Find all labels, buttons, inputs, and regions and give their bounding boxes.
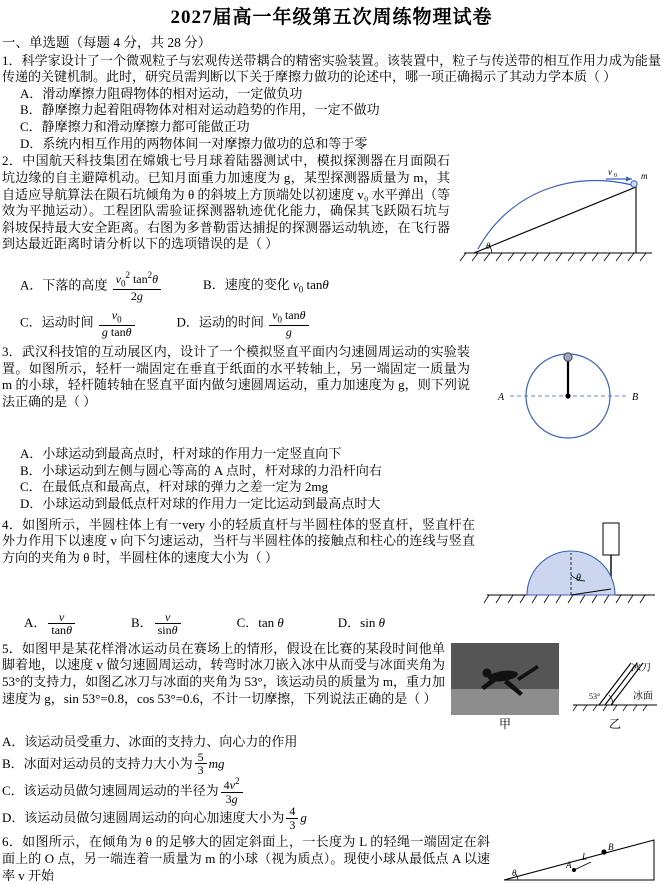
question-4-option-a: A． $\frac{v}{\tan\theta}$ [24,611,77,637]
question-3-option-d: D．小球运动到最低点杆对球的作用力一定比运动到最高点时大 [20,496,381,512]
svg-text:A: A [566,860,572,871]
question-3-option-a: A．小球运动到最高点时，杆对球的作用力一定竖直向下 [20,446,342,462]
svg-text:θ: θ [486,241,491,252]
inclined-plane-ball-diagram [496,836,661,882]
question-1 [0,53,663,153]
svg-text:冰刀: 冰刀 [631,662,651,674]
question-5-stem: 5．如图甲是某花样滑冰运动员在赛场上的情形，假设在比赛的某段时间他单脚着地，以速度 v 做匀速圆周运动，转弯时冰刀嵌入冰中从而受与冰面夹角为 53°的支持力，如图乙冰刀与冰面的夹角为 53°，该运动员的质量为 m，重力加速度为 g，sin 53°=0.8，cos 53°=0.6，不计一切摩擦，下列说法正确的是（ ） [2,640,446,706]
exam-paper-page [0,6,663,884]
question-5-option-c: C．该运动员做匀速圆周运动的半径为 $\frac{4v^2}{3g}$ [2,777,661,805]
question-1-option-c: C．静摩擦力和滑动摩擦力都可能做正功 [20,119,250,135]
question-1-option-b: B．静摩擦力起着阻碍物体对相对运动趋势的作用，一定不做功 [20,102,380,118]
question-1-option-a: A．滑动摩擦力阻碍物体的相对运动，一定做负功 [20,85,303,101]
question-3-option-b: B．小球运动到左侧与圆心等高的 A 点时，杆对球的力沿杆向右 [20,462,382,478]
question-3-options [2,446,661,513]
question-3-option-c: C．在最低点和最高点，杆对球的弹力之差一定为 2mg [20,479,329,495]
question-4-options [6,611,661,637]
question-4 [0,517,663,637]
svg-text:冰面: 冰面 [633,690,653,702]
question-1-stem: 1．科学家设计了一个微观粒子与宏观传送带耦合的精密实验装置。该装置中，粒子与传送带的相互作用力成为能量传递的关键机制。此时，研究员需判断以下关于摩擦力做功的论述中，哪一项正确揭示了其动力学本质（ ） [2,52,661,85]
question-2-figure [456,157,661,269]
question-4-option-b: B． $\frac{v}{\sin\theta}$ [131,611,183,637]
svg-text:B: B [608,842,614,853]
question-5-option-d: D．该运动员做匀速圆周运动的向心加速度大小为 $\frac{4}{3}$ g [2,804,307,832]
question-5-figures [451,643,661,732]
question-2-stem: 2．中国航天科技集团在嫦娥七号月球着陆器测试中，模拟探测器在月面陨石坑边缘的自主避障机动。已知月面重力加速度为 g，某型探测器质量为 m，其自适应导航算法在陨石坑倾角为 θ 的斜坡上方顶端处以初速度 v₀ 水平弹出（等效为平抛运动）。工程团队需验证探测器轨迹优化能力，确保其飞跃陨石坑与斜坡保持最大安全距离。右图为多普勒雷达捕捉的探测器运动轨迹，在飞行器到达最近距离时请分析以下的选项错误的是（ ） [2,153,450,252]
question-2-option-b: B．速度的变化 $v_0$ tanθ [203,277,329,296]
question-2 [0,153,663,338]
question-4-option-c: C．tan θ [236,615,284,631]
question-3-figure [476,346,661,446]
svg-text:L: L [582,852,588,863]
question-5-option-b: B．冰面对运动员的支持力大小为 $\frac{5}{3}$ mg [2,749,225,778]
svg-text:m: m [641,171,648,182]
question-4-stem: 4．如图所示，半圆柱体上有一very 小的轻质直杆与半圆柱体的竖直杆，竖直杆在外力作用下以速度 v 向下匀速运动，当杆与半圆柱体的接触点和柱心的连线与竖直方向的夹角为 θ 时，半圆柱体的速度大小为（ ） [2,516,475,565]
projectile-slope-diagram [456,157,661,269]
vertical-circle-rod-diagram [476,346,661,446]
question-5-options [2,734,661,831]
svg-text:0: 0 [614,173,617,180]
question-2-option-d: D．运动的时间 $\frac{v_0 \tan\theta}{g}$ [177,309,311,338]
question-3-stem: 3．武汉科技馆的互动展区内，设计了一个模拟竖直平面内匀速圆周运动的实验装置。如图所示，轻杆一端固定在垂直于纸面的水平转轴上，另一端固定一质量为 m 的小球，轻杆随转轴在竖直平面内做匀速圆周运动，重力加速度为 g，则下列说法正确的是（ ） [2,344,470,410]
question-2-options-row-1 [20,271,661,302]
svg-text:B: B [632,392,639,404]
svg-text:53°: 53° [589,691,601,701]
question-5-option-a: A．该运动员受重力、冰面的支持力、向心力的作用 [2,734,298,750]
question-1-option-d: D．系统内相互作用的两物体间一对摩擦力做功的总和等于零 [20,135,368,151]
svg-text:A: A [498,392,505,404]
question-5 [0,641,663,832]
question-1-options [2,86,661,153]
svg-text:θ: θ [576,572,581,584]
figure-label-yi: 乙 [608,716,621,731]
question-5-blade-block [569,649,661,732]
half-cylinder-rod-diagram [481,519,661,611]
question-2-options-row-2 [20,309,661,338]
question-4-option-d: D．sin θ [337,615,385,631]
figure-label-jia: 甲 [498,716,511,731]
page-title: 2027届高一年级第五次周练物理试卷 [170,7,493,28]
svg-text:θ: θ [512,868,517,879]
skater-photo [451,643,559,715]
question-4-figure [481,519,661,611]
question-5-photo-block [451,643,559,732]
question-3 [0,344,663,513]
question-6-figure [496,836,661,882]
question-2-option-a: A．下落的高度 $\frac{v_0^2 \tan^2\theta}{2g}$ [20,271,163,302]
question-6-stem: 6．如图所示，在倾角为 θ 的足够大的固定斜面上，一长度为 L 的轻绳一端固定在斜面上的 O 点，另一端连着一质量为 m 的小球（视为质点）。现使小球从最低点 A 以速率 v 开始 [2,834,490,883]
question-2-option-c: C．运动时间 $\frac{v_0}{\text{g tanθ}}$ [20,309,137,338]
skater-silhouette [451,643,559,715]
question-6 [0,834,663,884]
svg-text:v: v [608,167,612,178]
ice-blade-diagram [569,649,661,721]
section-heading: 一、单选题（每题 4 分，共 28 分） [2,35,212,51]
